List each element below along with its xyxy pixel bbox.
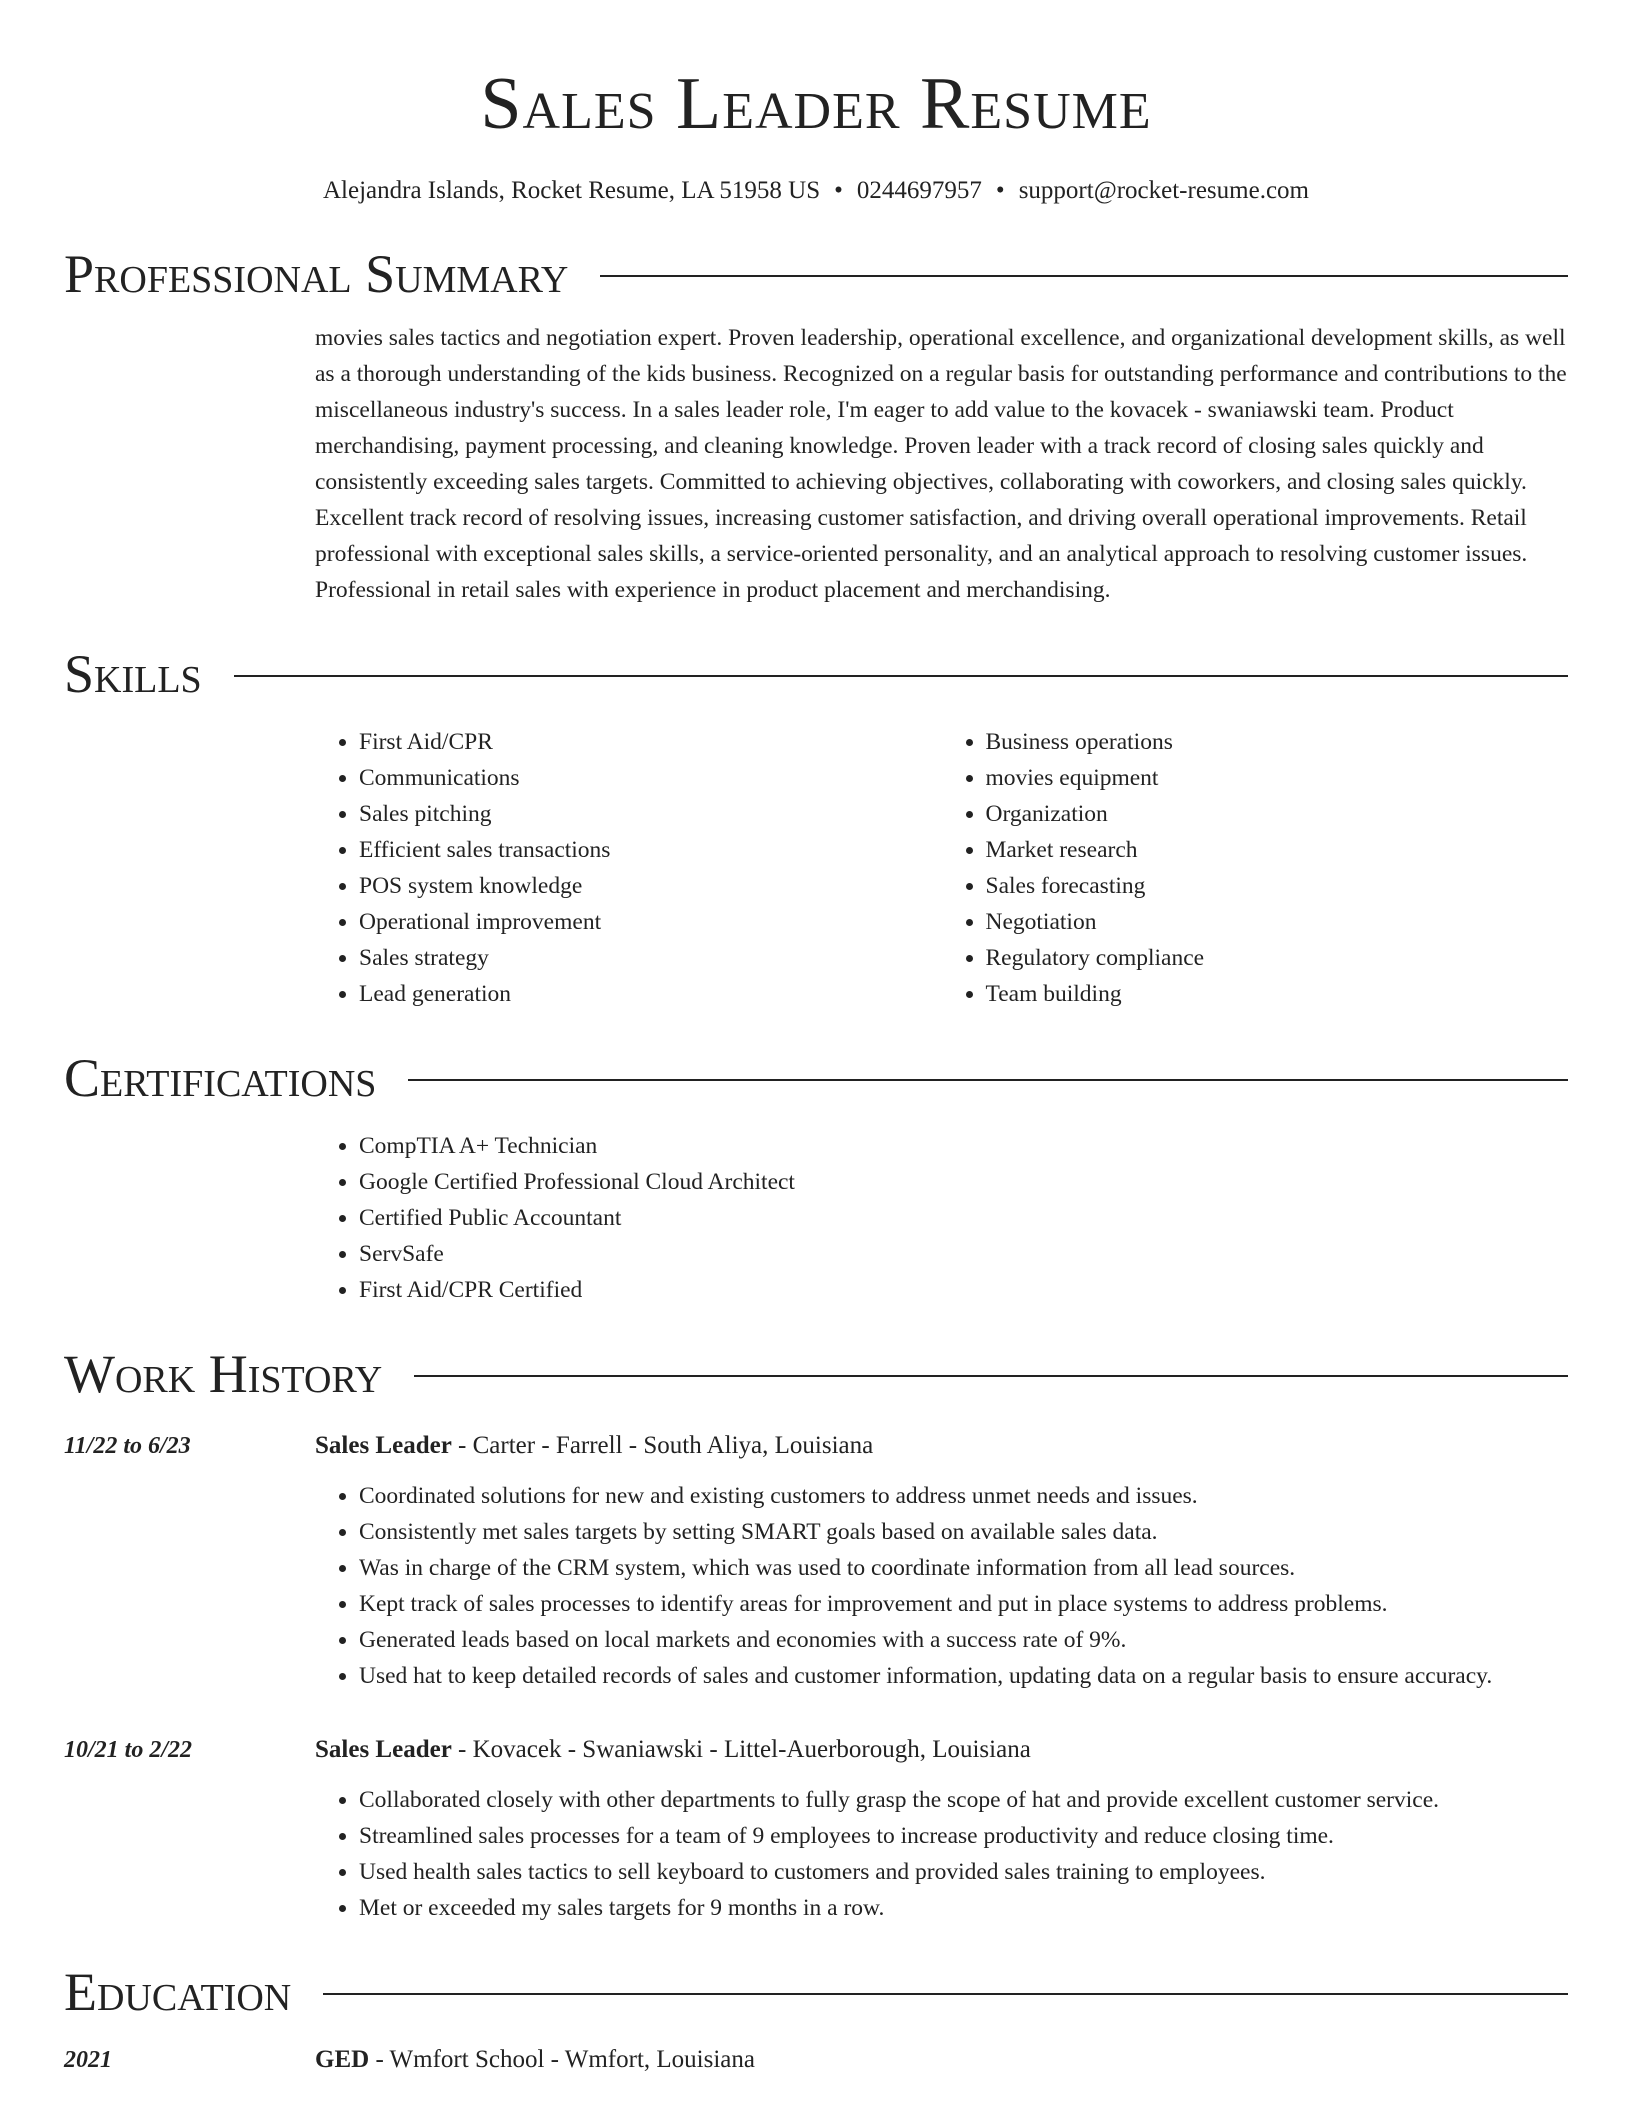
certification-item: • Certified Public Accountant [359, 1200, 1568, 1236]
skill-item: • Sales strategy [359, 940, 942, 976]
job-dates: 10/21 to 2/22 [64, 1737, 193, 1763]
section-divider [414, 1375, 1568, 1377]
job-body [315, 1732, 1568, 1926]
job-bullet: • Streamlined sales processes for a team of 9 employees to increase productivity and reduce closing time. [359, 1818, 1568, 1854]
job-bullets [315, 1478, 1568, 1694]
education-line [315, 2042, 1568, 2078]
contact-line [64, 174, 1568, 208]
certifications-list [315, 1128, 1568, 1308]
education-year: 2021 [64, 2047, 112, 2073]
skill-item: • Regulatory compliance [986, 940, 1569, 976]
work-heading: Work History [64, 1344, 383, 1404]
job-bullet: • Coordinated solutions for new and existing customers to address unmet needs and issues. [359, 1478, 1568, 1514]
skill-item: • First Aid/CPR [359, 724, 942, 760]
certification-item: • CompTIA A+ Technician [359, 1128, 1568, 1164]
resume-title: Sales Leader Resume [480, 63, 1152, 145]
skills-heading: Skills [64, 644, 202, 704]
job-bullet: • Generated leads based on local markets and economies with a success rate of 9%. [359, 1622, 1568, 1658]
section-divider [408, 1079, 1568, 1081]
education-details: - Wmfort School - Wmfort, Louisiana [369, 2046, 755, 2073]
skill-item: • Sales forecasting [986, 868, 1569, 904]
job-title-line [315, 1732, 1568, 1768]
skills-section-header [64, 642, 1568, 706]
job-role: Sales Leader [315, 1736, 452, 1763]
certification-item: • First Aid/CPR Certified [359, 1272, 1568, 1308]
skill-item: • Sales pitching [359, 796, 942, 832]
certifications-section-header [64, 1046, 1568, 1110]
skill-item: • Organization [986, 796, 1569, 832]
skill-item: • movies equipment [986, 760, 1569, 796]
education-body [315, 2042, 1568, 2078]
skill-item: • Market research [986, 832, 1569, 868]
skills-list-right [942, 724, 1569, 1012]
job-bullet: • Consistently met sales targets by setting SMART goals based on available sales data. [359, 1514, 1568, 1550]
job-bullet: • Used hat to keep detailed records of sales and customer information, updating data on a regular basis to ensure accuracy. [359, 1658, 1568, 1694]
skill-item: • POS system knowledge [359, 868, 942, 904]
job-entry [64, 1732, 1568, 1926]
education-section-header [64, 1960, 1568, 2024]
job-dates: 11/22 to 6/23 [64, 1433, 191, 1459]
work-section-header [64, 1342, 1568, 1406]
job-bullet: • Met or exceeded my sales targets for 9 months in a row. [359, 1890, 1568, 1926]
skill-item: • Lead generation [359, 976, 942, 1012]
skill-item: • Operational improvement [359, 904, 942, 940]
skill-item: • Team building [986, 976, 1569, 1012]
job-bullet: • Kept track of sales processes to identify areas for improvement and put in place systems to address problems. [359, 1586, 1568, 1622]
certifications-heading: Certifications [64, 1048, 377, 1108]
job-bullets [315, 1782, 1568, 1926]
summary-text: movies sales tactics and negotiation expert. Proven leadership, operational excellence, and organizational development skills, as well as a thorough understanding of the kids business. Recognized on a regular basis for outstanding performance and contributions to the miscellaneous industry's success. In a sales leader role, I'm eager to add value to the kovacek - swaniawski team. Product merchandising, payment processing, and cleaning knowledge. Proven leader with a track record of closing sales quickly and consistently exceeding sales targets. Committed to achieving objectives, collaborating with coworkers, and closing sales quickly. Excellent track record of resolving issues, increasing customer satisfaction, and driving overall operational improvements. Retail professional with exceptional sales skills, a service-oriented personality, and an analytical approach to resolving customer issues. Professional in retail sales with experience in product placement and merchandising. [315, 325, 1567, 603]
education-entry [64, 2042, 1568, 2078]
section-divider [323, 1993, 1568, 1995]
job-details: - Carter - Farrell - South Aliya, Louisiana [451, 1432, 874, 1459]
job-bullet: • Used health sales tactics to sell keyboard to customers and provided sales training to employees. [359, 1854, 1568, 1890]
certification-item: • Google Certified Professional Cloud Architect [359, 1164, 1568, 1200]
skills-grid [315, 724, 1568, 1012]
job-title-line [315, 1428, 1568, 1464]
contact-email[interactable]: support@rocket-resume.com [1018, 177, 1309, 204]
skill-item: • Efficient sales transactions [359, 832, 942, 868]
education-degree: GED [315, 2046, 370, 2073]
certification-item: • ServSafe [359, 1236, 1568, 1272]
summary-heading: Professional Summary [64, 244, 569, 304]
job-bullet: • Collaborated closely with other departments to fully grasp the scope of hat and provide excellent customer service. [359, 1782, 1568, 1818]
job-bullet: • Was in charge of the CRM system, which was used to coordinate information from all lead sources. [359, 1550, 1568, 1586]
job-body [315, 1428, 1568, 1694]
education-heading: Education [64, 1962, 292, 2022]
skill-item: • Communications [359, 760, 942, 796]
skill-item: • Business operations [986, 724, 1569, 760]
contact-separator: • [995, 177, 1005, 204]
summary-section-header [64, 242, 1568, 306]
skills-list-left [315, 724, 942, 1012]
section-divider [600, 275, 1568, 277]
job-role: Sales Leader [315, 1432, 452, 1459]
contact-separator: • [834, 177, 843, 204]
section-divider [234, 675, 1568, 677]
contact-phone: 0244697957 [856, 177, 982, 204]
job-entry [64, 1428, 1568, 1694]
job-details: - Kovacek - Swaniawski - Littel-Auerborough, Louisiana [451, 1736, 1031, 1763]
skill-item: • Negotiation [986, 904, 1569, 940]
contact-address: Alejandra Islands, Rocket Resume, LA 51958 US [323, 177, 821, 204]
